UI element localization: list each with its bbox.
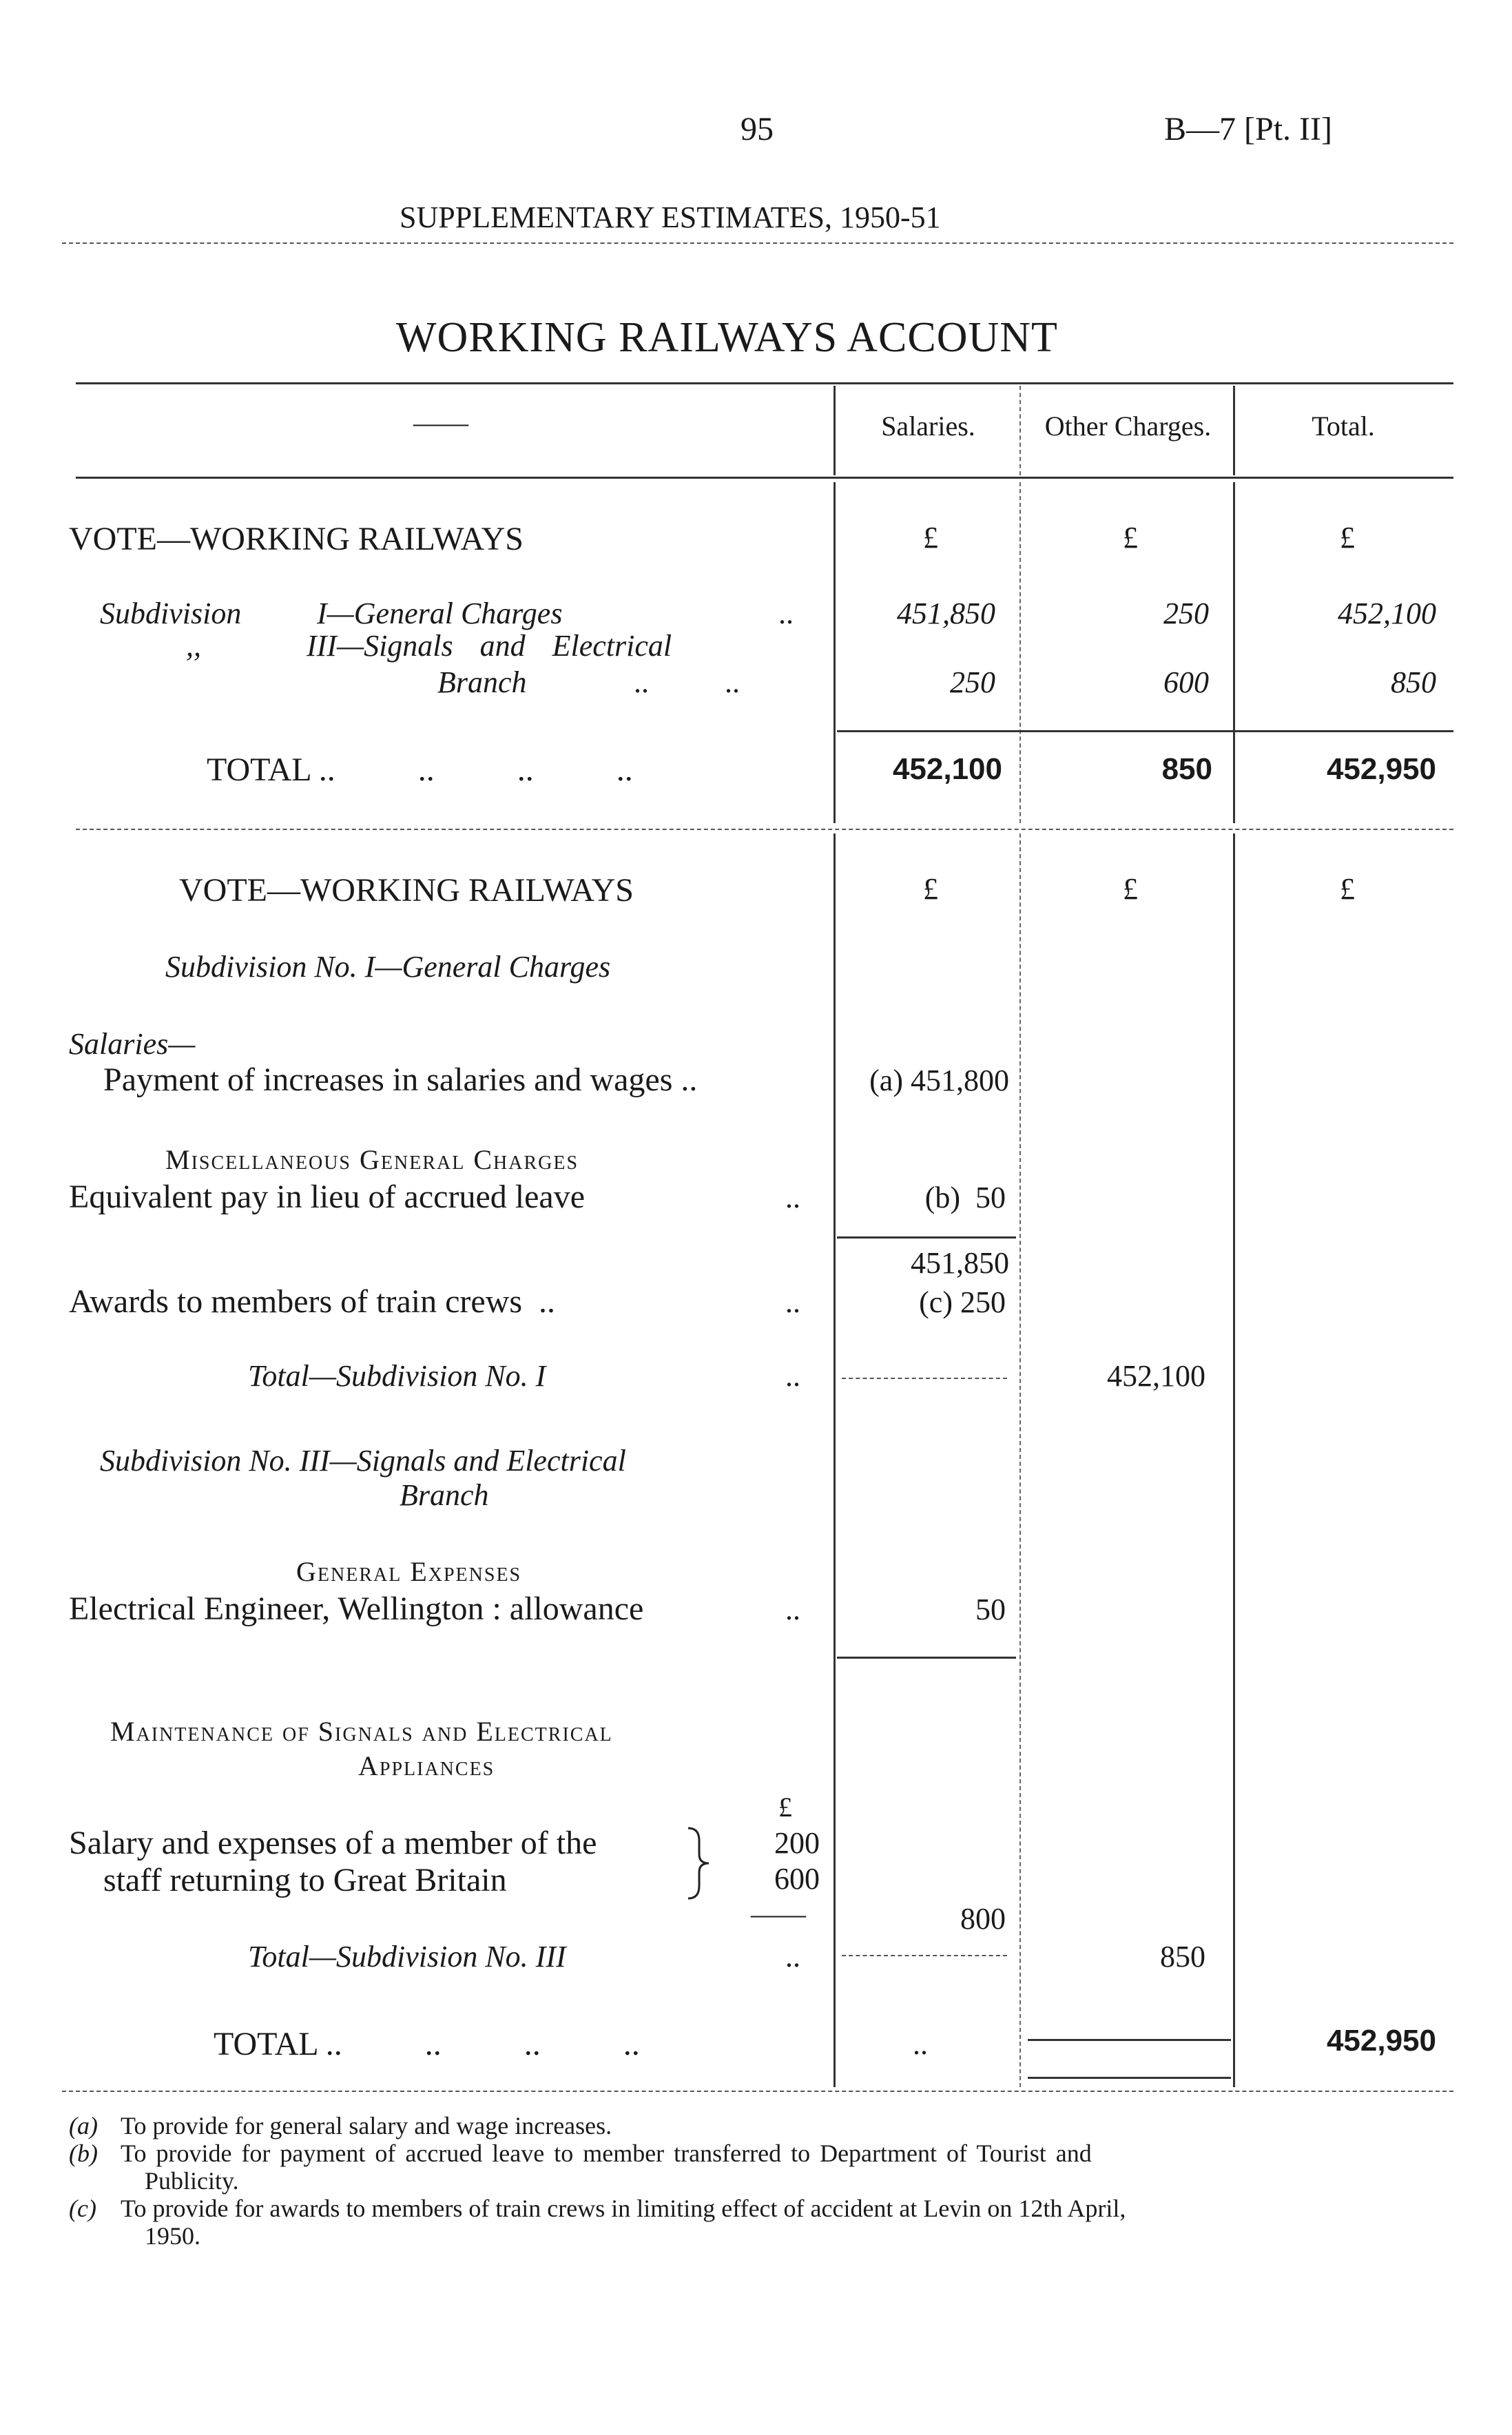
- maintenance-heading: Maintenance of Signals and Electrical: [110, 1716, 613, 1747]
- summary-sub1-total: 452,100: [1338, 597, 1436, 630]
- column-rule: [1233, 833, 1235, 2087]
- table-top-rule: [76, 382, 1453, 384]
- dash-rule: [842, 1955, 1007, 1956]
- column-header-total: Total.: [1312, 411, 1375, 442]
- leader-dots: .. ..: [634, 665, 740, 699]
- running-title: SUPPLEMENTARY ESTIMATES, 1950-51: [400, 200, 941, 234]
- summary-vote-title: VOTE—WORKING RAILWAYS: [69, 521, 524, 557]
- misc-charges-heading: Miscellaneous General Charges: [165, 1144, 579, 1175]
- summary-subdivision-3-name: III—Signals and Electrical: [307, 629, 672, 663]
- accrued-leave-text: Equivalent pay in lieu of accrued leave: [69, 1179, 585, 1215]
- summary-sub1-salaries: 451,850: [897, 597, 995, 630]
- footnote-b-text: To provide for payment of accrued leave to member transferred to Department of Tourist and: [121, 2139, 1092, 2167]
- detail-subdivision-3-heading-cont: Branch: [400, 1478, 489, 1512]
- column-rule: [1233, 386, 1235, 475]
- staff-total-amount: 800: [960, 1902, 1006, 1936]
- total-subdivision-1-label: Total—Subdivision No. I: [248, 1359, 546, 1393]
- accrued-leave-amount: (b) 50: [924, 1181, 1006, 1214]
- dash-rule: [842, 1378, 1007, 1379]
- total-rule: [1028, 2039, 1231, 2041]
- column-rule: [833, 833, 836, 2087]
- staff-amount-1: 200: [774, 1826, 820, 1860]
- currency-symbol: £: [1340, 521, 1355, 555]
- detail-vote-title: VOTE—WORKING RAILWAYS: [179, 872, 634, 909]
- leader-dots: ..: [785, 1940, 800, 1973]
- summary-sub3-salaries: 250: [950, 665, 995, 699]
- currency-symbol: £: [778, 1792, 792, 1823]
- document-reference: B—7 [Pt. II]: [1164, 111, 1332, 147]
- leader-dots: ..: [785, 1181, 800, 1214]
- subtotal-rule: [837, 1657, 1016, 1659]
- detail-subdivision-1-heading: Subdivision No. I—General Charges: [165, 950, 611, 984]
- engineer-allowance-amount: 50: [975, 1593, 1006, 1626]
- summary-total-salaries: 452,100: [892, 752, 1002, 786]
- currency-symbol: £: [1123, 521, 1138, 555]
- footnote-c-text: To provide for awards to members of train crews in limiting effect of accident at Levin on 12th April,: [121, 2195, 1126, 2222]
- total-rule: [1028, 2077, 1231, 2079]
- column-rule: [1019, 482, 1021, 823]
- summary-sub3-other: 600: [1163, 665, 1209, 699]
- summary-subdivision-1-name: I—General Charges: [317, 597, 563, 630]
- total-subdivision-3-label: Total—Subdivision No. III: [248, 1940, 566, 1973]
- summary-total-other: 850: [1161, 752, 1212, 786]
- grand-total-label: TOTAL .. .. .. ..: [214, 2026, 640, 2062]
- summary-total-label: TOTAL .. .. .. ..: [207, 752, 633, 788]
- summary-subdivision-label: Subdivision: [100, 597, 242, 630]
- column-rule: [833, 482, 836, 823]
- column-rule: [1019, 833, 1021, 2087]
- column-rule: [1233, 482, 1235, 823]
- footnote-c-text-cont: 1950.: [145, 2222, 200, 2250]
- currency-symbol: £: [923, 521, 938, 555]
- footnote-c-marker: (c): [69, 2195, 96, 2222]
- page-title: WORKING RAILWAYS ACCOUNT: [396, 314, 1058, 361]
- total-subdivision-3-amount: 850: [1160, 1940, 1205, 1973]
- header-bottom-rule: [76, 477, 1453, 479]
- footnote-b-text-cont: Publicity.: [145, 2167, 239, 2195]
- staff-expenses-text: Salary and expenses of a member of the: [69, 1825, 597, 1861]
- total-rule: [837, 730, 1453, 732]
- leader-dots: ..: [785, 1359, 800, 1393]
- summary-subdivision-3-name-cont: Branch: [437, 665, 527, 699]
- staff-amount-2: 600: [774, 1862, 820, 1896]
- footnote-a-text: To provide for general salary and wage increases.: [121, 2112, 612, 2139]
- leader-dots: ..: [785, 1593, 800, 1626]
- footnote-b-marker: (b): [69, 2139, 98, 2167]
- subtotal-amount: 451,850: [911, 1246, 1009, 1280]
- page-number: 95: [741, 111, 774, 147]
- leader-dots: ..: [913, 2027, 928, 2061]
- grand-total-amount: 452,950: [1326, 2024, 1436, 2058]
- column-header-salaries: Salaries.: [881, 411, 975, 442]
- table-bottom-rule: [62, 2091, 1453, 2092]
- staff-expenses-text-cont: staff returning to Great Britain: [103, 1862, 507, 1898]
- general-expenses-heading: General Expenses: [296, 1556, 522, 1587]
- ditto-mark: ,,: [186, 629, 201, 663]
- payment-increases-amount: (a) 451,800: [869, 1064, 1009, 1097]
- subtotal-rule: [837, 1236, 1016, 1239]
- column-header-other-charges: Other Charges.: [1044, 411, 1212, 442]
- summary-sub1-other: 250: [1163, 597, 1209, 630]
- leader-dots: ..: [785, 1285, 800, 1319]
- total-subdivision-1-amount: 452,100: [1107, 1359, 1205, 1393]
- column-rule: [833, 386, 836, 475]
- train-crews-amount: (c) 250: [919, 1285, 1006, 1319]
- salaries-heading: Salaries—: [69, 1027, 196, 1061]
- train-crews-text: Awards to members of train crews ..: [69, 1283, 556, 1320]
- section-rule: [76, 829, 1453, 830]
- stub-header-dash: ——: [413, 407, 468, 438]
- dash-rule: ——: [751, 1898, 806, 1929]
- currency-symbol: £: [1123, 872, 1138, 906]
- currency-symbol: £: [923, 872, 938, 906]
- right-brace-icon: [685, 1825, 713, 1901]
- engineer-allowance-text: Electrical Engineer, Wellington : allowance: [69, 1590, 644, 1627]
- footnote-a-marker: (a): [69, 2112, 98, 2139]
- header-rule: [62, 242, 1453, 244]
- leader-dots: ..: [778, 597, 794, 630]
- summary-total-total: 452,950: [1326, 752, 1436, 786]
- currency-symbol: £: [1340, 872, 1355, 906]
- payment-increases-text: Payment of increases in salaries and wages ..: [103, 1061, 698, 1098]
- detail-subdivision-3-heading: Subdivision No. III—Signals and Electrical: [100, 1444, 626, 1478]
- maintenance-heading-cont: Appliances: [358, 1750, 495, 1781]
- summary-sub3-total: 850: [1391, 665, 1436, 699]
- column-rule: [1019, 386, 1021, 475]
